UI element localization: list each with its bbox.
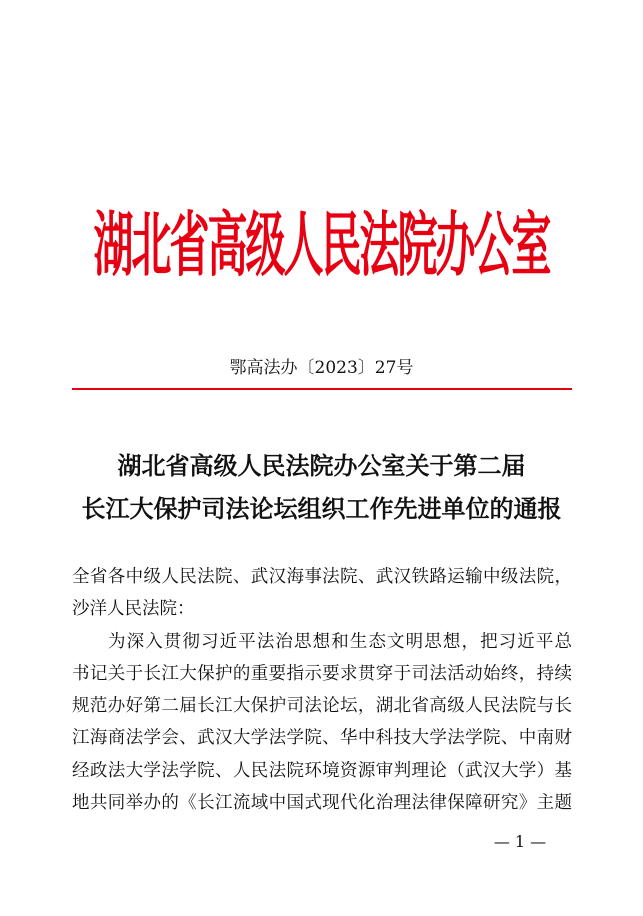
document-title-line-2: 长江大保护司法论坛组织工作先进单位的通报	[81, 494, 562, 523]
document-title	[0, 444, 643, 530]
page-number: — 1 —	[493, 832, 547, 851]
paragraph-line: 经政法大学法学院、人民法院环境资源审判理论（武汉大学）基	[72, 760, 572, 781]
addressee-line-2: 沙洋人民法院：	[72, 599, 195, 620]
document-body	[72, 561, 572, 819]
paragraph-line: 为深入贯彻习近平法治思想和生态文明思想，把习近平总	[108, 631, 572, 652]
issuing-authority-header	[0, 204, 643, 287]
document-title-line-1: 湖北省高级人民法院办公室关于第二届	[117, 451, 526, 480]
paragraph-line: 地共同举办的《长江流域中国式现代化治理法律保障研究》主题	[72, 793, 572, 814]
paragraph-line: 江海商法学会、武汉大学法学院、华中科技大学法学院、中南财	[72, 728, 572, 749]
document-number: 鄂高法办〔2023〕27号	[229, 358, 414, 378]
paragraph-line: 书记关于长江大保护的重要指示要求贯穿于司法活动始终，持续	[72, 663, 572, 684]
red-separator-line	[72, 388, 572, 390]
paragraph-line: 规范办好第二届长江大保护司法论坛，湖北省高级人民法院与长	[72, 696, 572, 717]
issuing-authority-name: 湖北省高级人民法院办公室	[93, 204, 550, 287]
addressee-line-1: 全省各中级人民法院、武汉海事法院、武汉铁路运输中级法院，	[72, 567, 572, 587]
